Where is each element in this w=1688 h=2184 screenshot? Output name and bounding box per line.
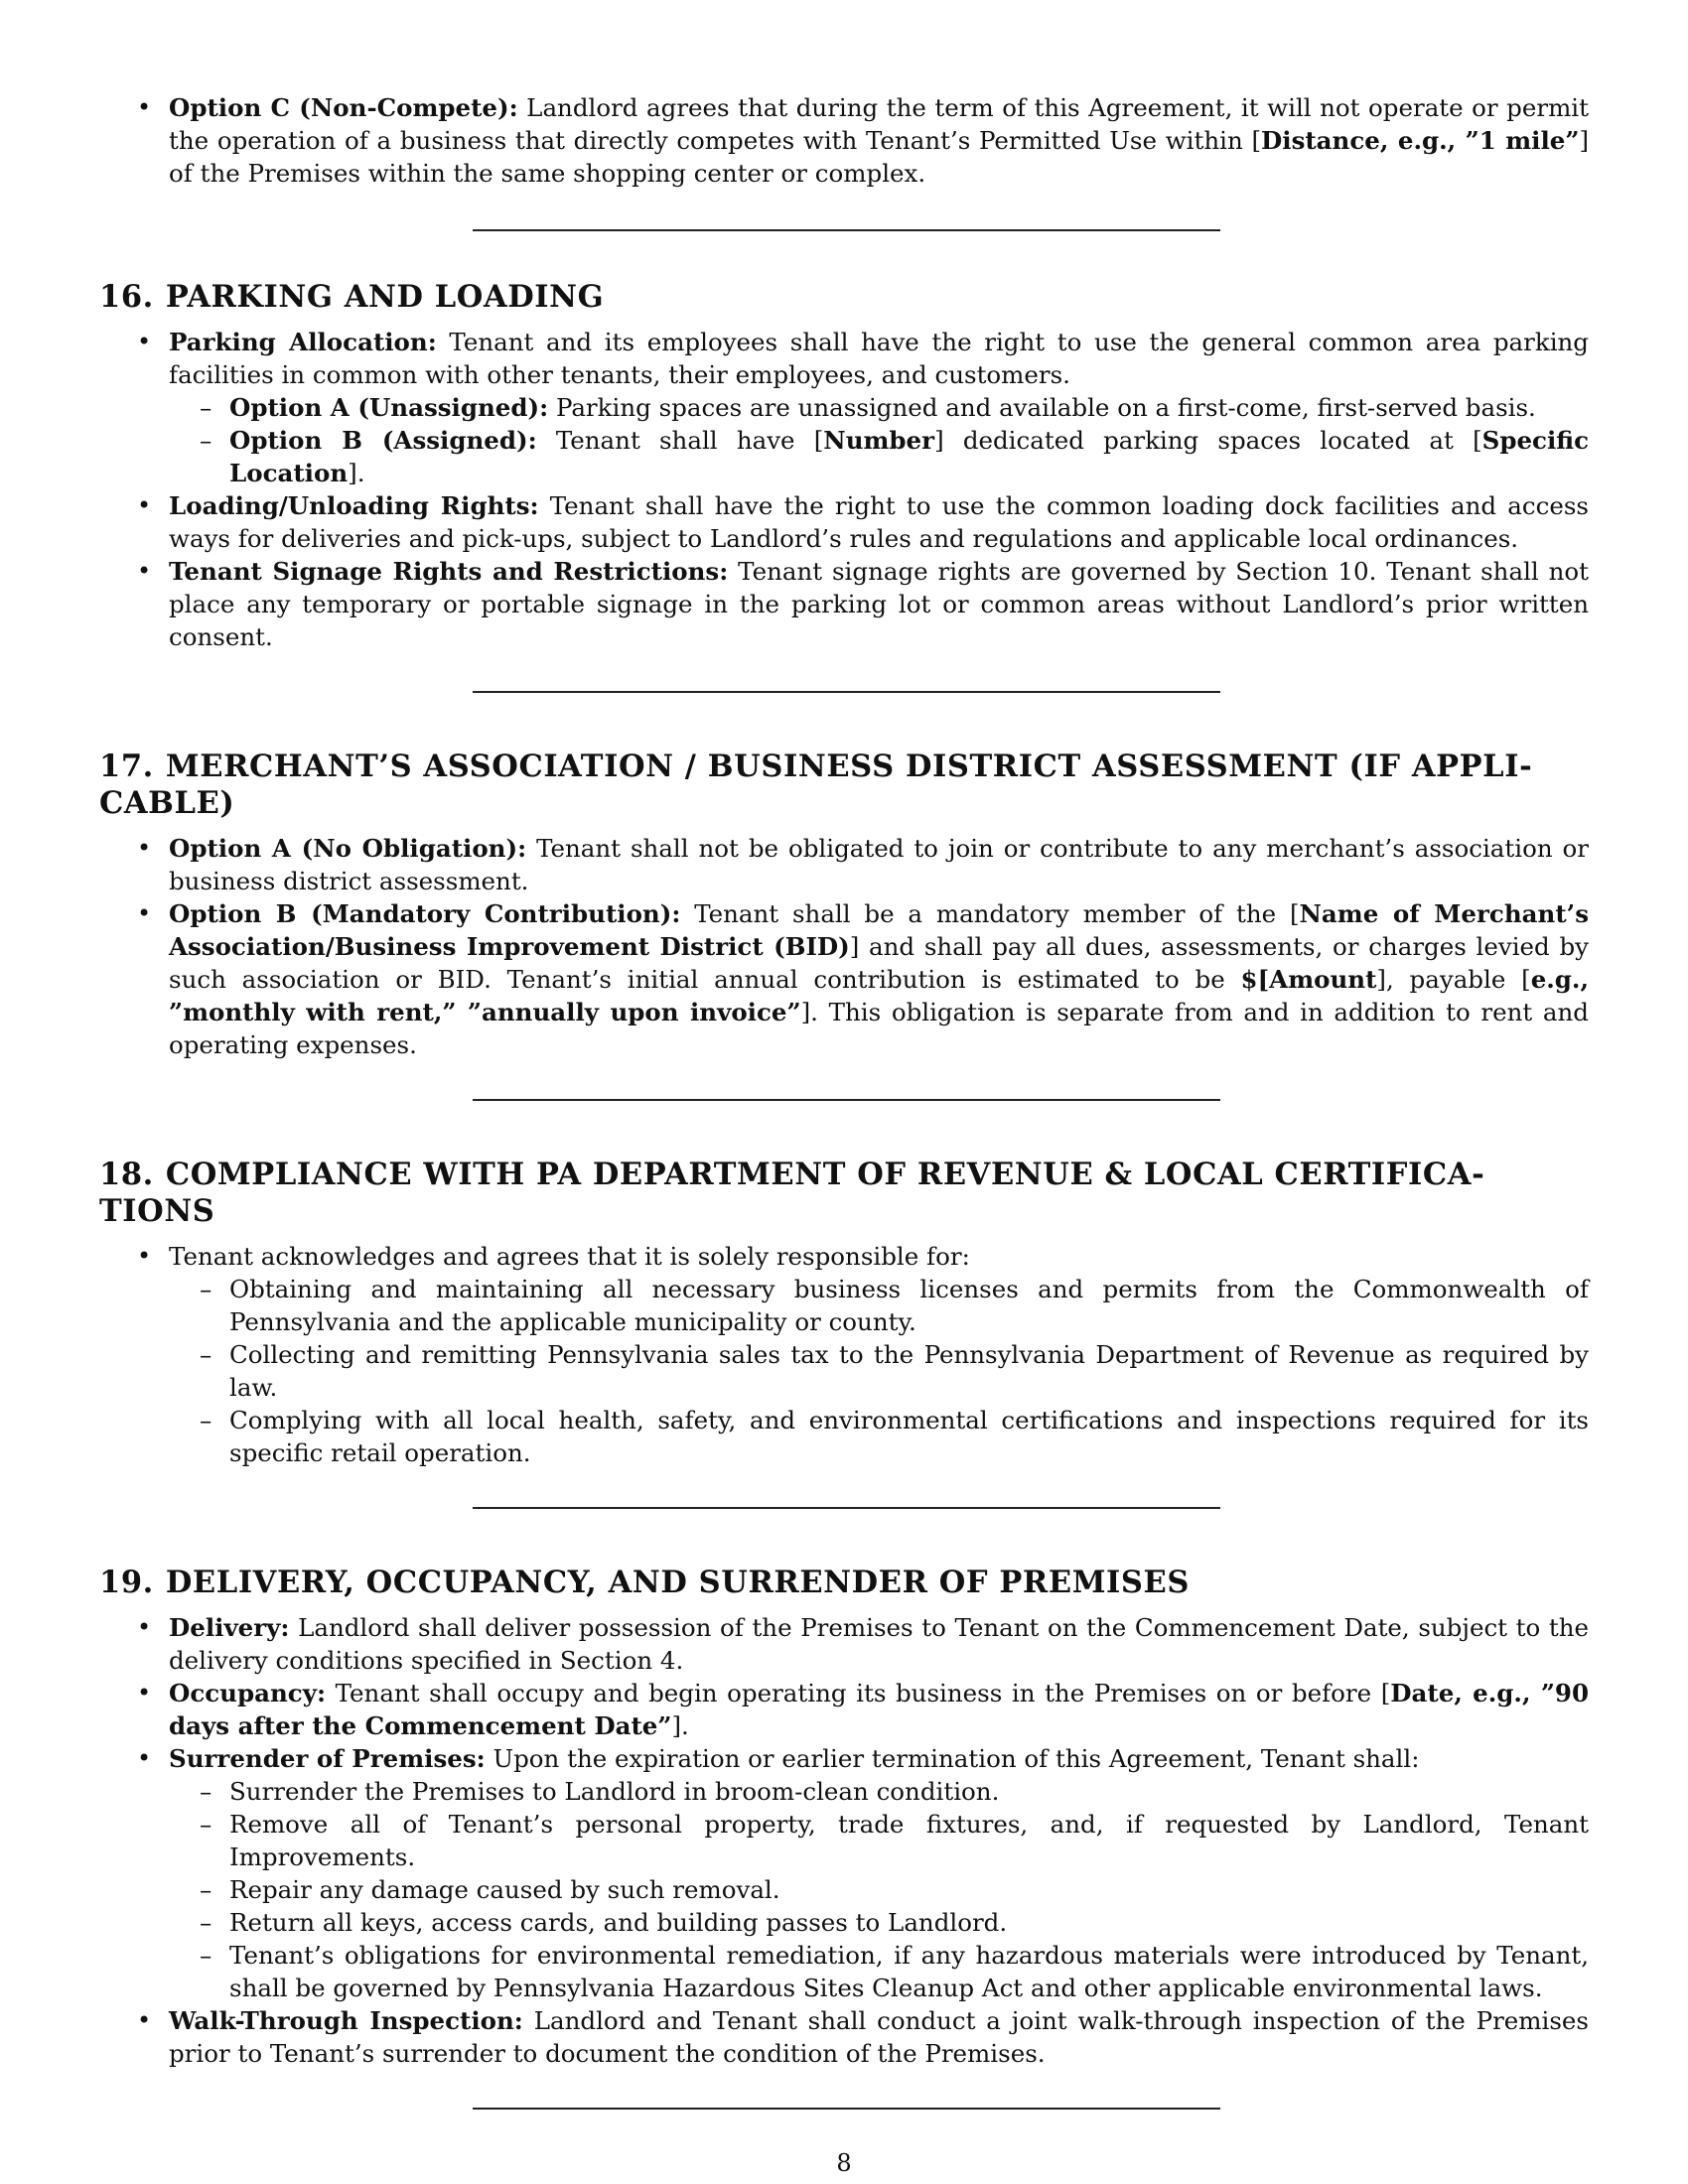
list-item: • Loading/Unloading Rights: Tenant shall have the right to use the common loading dock facilities and access ways for deliveries and pick-ups, subject to Landlord’s rules and regulations and applicable local ordinances. — [99, 489, 1589, 555]
list-item: • Option C (Non-Compete): Landlord agrees that during the term of this Agreement, it will not operate or permit the operation of a business that directly competes with Tenant’s Permitted Use within [Distance, e.g., ”1 mile”] of the Premises within the same shopping center or complex. — [99, 91, 1589, 190]
section-heading: 16. PARKING AND LOADING — [99, 279, 605, 315]
list-item: • Delivery: Landlord shall deliver possession of the Premises to Tenant on the Commencement Date, subject to the delivery conditions specified in Section 4. — [99, 1611, 1589, 1677]
page-number: 8 — [836, 2149, 852, 2177]
list-item: • Parking Allocation: Tenant and its employees shall have the right to use the general common area parking facilities in common with other tenants, their employees, and customers. – Option A (Unassigned): Parking spaces are unassigned and available on a first-come, first-served basis. – Option B (Assigned): Tenant shall have [Number] dedicated parking spaces located at [Specific Location]. — [99, 326, 1589, 489]
item-label: Option C (Non-Compete): — [169, 93, 518, 122]
sub-list-item: – Tenant’s obligations for environmental remediation, if any hazardous materials were introduced by Tenant, shall be governed by Pennsylvania Hazardous Sites Cleanup Act and other applicable environmental laws. — [169, 1939, 1589, 2004]
list-item: • Occupancy: Tenant shall occupy and begin operating its business in the Premises on or before [Date, e.g., ”90 days after the Commencement Date”]. — [99, 1677, 1589, 1742]
section-heading: 18. COMPLIANCE WITH PA DEPARTMENT OF REVENUE & LOCAL CERTIFICA-TIONS — [99, 1157, 1485, 1229]
sub-list-item: – Repair any damage caused by such removal. — [169, 1873, 1589, 1906]
section-list — [99, 326, 1589, 653]
sub-list-item: – Obtaining and maintaining all necessary business licenses and permits from the Commonwealth of Pennsylvania and the applicable municipality or county. — [169, 1273, 1589, 1338]
list-item: • Walk-Through Inspection: Landlord and Tenant shall conduct a joint walk-through inspection of the Premises prior to Tenant’s surrender to document the condition of the Premises. — [99, 2004, 1589, 2070]
carryover-list — [99, 91, 1589, 190]
section-16 — [99, 279, 1589, 653]
sub-list — [169, 1775, 1589, 2004]
list-item: • Surrender of Premises: Upon the expiration or earlier termination of this Agreement, Tenant shall: – Surrender the Premises to Landlord in broom-clean condition. – Remove all of Tenant’s personal property, trade fixtures, and, if requested by Landlord, Tenant Improvements. – Repair any damage caused by such removal. – Return all keys, access cards, and building passes to Landlord. – Tenant’s obligations for environmental remediation, if any hazardous materials were introduced by Tenant, shall be governed by Pennsylvania Hazardous Sites Cleanup Act and other applicable environmental laws. — [99, 1742, 1589, 2004]
list-item: • Tenant acknowledges and agrees that it is solely responsible for: – Obtaining and maintaining all necessary business licenses and permits from the Commonwealth of Pennsylvania and the applicable municipality or county. – Collecting and remitting Pennsylvania sales tax to the Pennsylvania Department of Revenue as required by law. – Complying with all local health, safety, and environmental certifications and inspections required for its specific retail operation. — [99, 1240, 1589, 1469]
section-18 — [99, 1157, 1589, 1469]
section-divider — [473, 229, 1220, 231]
sub-list-item: – Complying with all local health, safety, and environmental certifications and inspections required for its specific retail operation. — [169, 1404, 1589, 1469]
section-heading: 17. MERCHANT’S ASSOCIATION / BUSINESS DISTRICT ASSESSMENT (IF APPLI-CABLE) — [99, 749, 1533, 821]
sub-list-item: – Surrender the Premises to Landlord in broom-clean condition. — [169, 1775, 1589, 1808]
section-divider — [473, 2108, 1220, 2110]
section-19 — [99, 1565, 1589, 2070]
list-item: • Option A (No Obligation): Tenant shall not be obligated to join or contribute to any merchant’s association or business district assessment. — [99, 832, 1589, 897]
sub-list-item: – Option B (Assigned): Tenant shall have [Number] dedicated parking spaces located at [Specific Location]. — [169, 424, 1589, 489]
list-item: • Option B (Mandatory Contribution): Tenant shall be a mandatory member of the [Name of Merchant’s Association/Business Improvement District (BID)] and shall pay all dues, assessments, or charges levied by such association or BID. Tenant’s initial annual contribution is estimated to be $[Amount], payable [e.g., ”monthly with rent,” ”annually upon invoice”]. This obligation is separate from and in addition to rent and operating expenses. — [99, 897, 1589, 1061]
sub-list — [169, 391, 1589, 489]
document-page — [99, 91, 1589, 2165]
section-list — [99, 1611, 1589, 2070]
sub-list-item: – Return all keys, access cards, and building passes to Landlord. — [169, 1906, 1589, 1939]
section-divider — [473, 1099, 1220, 1101]
section-divider — [473, 691, 1220, 693]
sub-list-item: – Collecting and remitting Pennsylvania sales tax to the Pennsylvania Department of Revenue as required by law. — [169, 1338, 1589, 1404]
sub-list-item: – Remove all of Tenant’s personal property, trade fixtures, and, if requested by Landlord, Tenant Improvements. — [169, 1808, 1589, 1873]
sub-list — [169, 1273, 1589, 1469]
section-list — [99, 1240, 1589, 1469]
list-item: • Tenant Signage Rights and Restrictions: Tenant signage rights are governed by Section 10. Tenant shall not place any temporary or portable signage in the parking lot or common areas without Landlord’s prior written consent. — [99, 555, 1589, 653]
section-divider — [473, 1507, 1220, 1509]
sub-list-item: – Option A (Unassigned): Parking spaces are unassigned and available on a first-come, first-served basis. — [169, 391, 1589, 424]
section-list — [99, 832, 1589, 1061]
section-heading: 19. DELIVERY, OCCUPANCY, AND SURRENDER OF PREMISES — [99, 1565, 1191, 1600]
section-17 — [99, 749, 1589, 1061]
